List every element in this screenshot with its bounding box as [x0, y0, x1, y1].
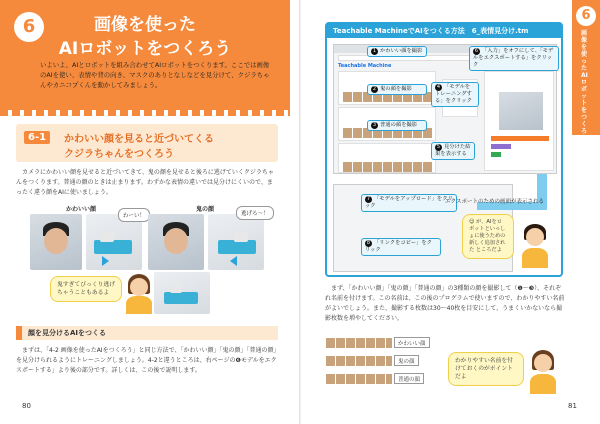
side-chapter-number: 6: [576, 6, 596, 26]
tip-bubble-left: 鬼すぎてびっくり逃げちゃうこともあるよ: [50, 276, 122, 302]
section-heading: [16, 124, 278, 162]
chapter-title-line2: AIロボットをつくろう: [58, 39, 232, 59]
photo-label-oni: 鬼の顔: [196, 206, 215, 213]
preview-photo: [499, 92, 543, 130]
tip-bubble-bottom: わかりやすい名前を付けておくのがポイントだよ: [448, 352, 524, 386]
section-number: 6-1: [24, 131, 50, 144]
callout-2: 2 鬼の顔を撮影: [367, 84, 427, 95]
class-tag: 鬼の顔: [394, 355, 419, 366]
class-tag: かわいい顔: [394, 337, 430, 348]
callout-7: 7 「モデルをアップロード」をクリック: [361, 194, 457, 212]
class-card-normal: [338, 143, 436, 173]
class-row: [326, 336, 436, 350]
tm-header: Teachable Machine: [338, 63, 392, 69]
callout-5: 5 見分けた結果を表示する: [431, 142, 475, 160]
chapter-intro: いよいよ、AIとロボットを組み合わせてAIロボットをつくります。ここでは画像のAIを使い、表情や背の向き、マスクのありとなしなどを見分けて、クジラちゃんやカニコプくんを動かしてみましょう。: [40, 61, 270, 89]
boy-avatar: [518, 222, 552, 272]
side-chapter-label: 画像を使ったAIロボットをつくろう: [581, 30, 588, 142]
bubble-cute: わーい！: [118, 208, 150, 222]
subsection-heading: [16, 326, 278, 340]
subsection-title: 顔を見分けるAIをつくる: [28, 329, 107, 337]
side-chapter-tab: [572, 0, 600, 142]
preview-bars: [491, 136, 549, 160]
callout-1: 1 かわいい顔を撮影: [367, 46, 427, 57]
bubble-oni: 逃げろ～！: [236, 206, 274, 220]
class-row: [326, 354, 436, 368]
photo-label-cute: かわいい顔: [66, 206, 97, 213]
chapter-banner: [0, 0, 290, 110]
subsection-body: まずは、「4-2 画像を使ったAIをつくろう」と同じ方法で、「かわいい顔」「鬼の顔」「普通の顔」を見分けられるようにトレーニングしましょう。4-2と違うところは、右ページの❻モデルをエクスポートする」より後の部分です。詳しくは、この後で説明します。: [16, 347, 277, 374]
cute-face-photo: [30, 214, 82, 270]
girl-avatar-2: [526, 348, 560, 398]
page-number-left: 80: [22, 402, 31, 410]
callout-3: 3 普通の顔を撮影: [367, 120, 427, 131]
robot-approach-photo: [86, 214, 142, 270]
tip-bubble-right: 😊 が、AIをロボットといっしょに使うための新しく追加された ところだよ: [462, 214, 514, 259]
class-row: [326, 372, 436, 386]
page-gutter: [299, 0, 301, 424]
oni-face-photo: [148, 214, 204, 270]
arrow-forward-icon: [102, 256, 109, 266]
section-title-line1: かわいい顔を見ると近づいてくる: [64, 134, 214, 145]
preview-box: [484, 71, 554, 171]
callout-4: 4 「モデルをトレーニングする」をクリック: [431, 82, 479, 107]
export-caption: エクスポートのための画面が表示される: [445, 199, 544, 205]
chapter-number-badge: 6: [14, 12, 44, 42]
robot-photo: [154, 272, 210, 314]
right-body: まず、「かわいい顔」「鬼の顔」「普通の顔」の3種類の顔を撮影して（❶～❸）、それぞれ名前を付けます。この名前は、この後のプログラムで使いますので、わかりやすい名前がよいでしょう。また、撮影する枚数は30～40枚を目安にして、うまくいかないなら撮影枚数を増やしてください。: [325, 285, 565, 322]
section-title-line2: クジラちゃんをつくろう: [64, 149, 174, 160]
callout-6: 6 「入力」をオフにして、「モデルをエクスポートする」をクリック: [469, 46, 559, 71]
panel-title: Teachable MachineでAIをつくる方法 6_表情見分け.tm: [333, 27, 529, 35]
arrow-back-icon: [230, 256, 237, 266]
chapter-title-line1: 画像を使った: [94, 15, 196, 35]
callout-8: 8 「リンクをコピー」をクリック: [361, 238, 441, 256]
panel-title-bar: [327, 24, 561, 38]
class-tag: 普通の顔: [394, 373, 424, 384]
section-body: カメラにかわいい顔を見せると近づいてきて、鬼の顔を見せると後ろに逃げていくクジラちゃんをつくります。普通の顔のときは止まります。わずかな表情の違いでは見分けにくいので、まったく違う顔をAIに使いましょう。: [16, 169, 274, 196]
page-number-right: 81: [568, 402, 577, 410]
girl-avatar: [122, 272, 156, 318]
